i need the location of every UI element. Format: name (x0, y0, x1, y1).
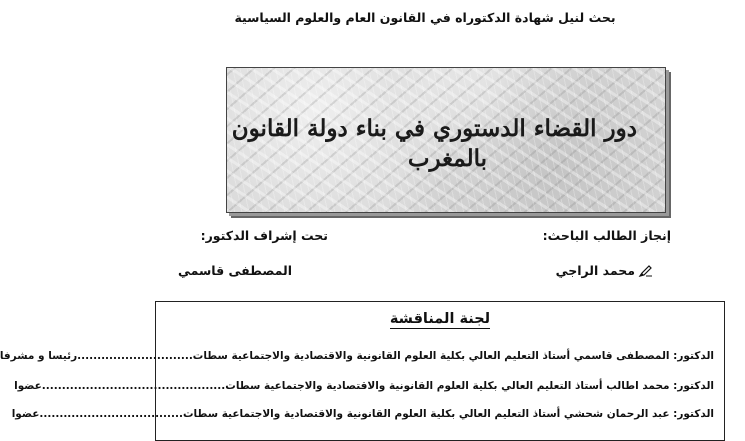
committee-member: الدكتور: المصطفى قاسمي أستاذ التعليم العالي بكلية العلوم القانونية والاقتصادية والاجتماعية سطات.............................رئيسا و مشرفا (0, 350, 714, 362)
committee-member: الدكتور: عبد الرحمان شحشي أستاذ التعليم العالي بكلية العلوم القانونية والاقتصادية والاجتماعية سطات....................................عضوا (11, 408, 714, 420)
committee-box (0, 301, 725, 441)
committee-title (156, 311, 724, 327)
student-name: محمد الراجي (555, 263, 635, 278)
thesis-heading: بحث لنيل شهادة الدكتوراه في القانون العام والعلوم السياسية (234, 10, 616, 25)
student-name-row (556, 263, 653, 278)
committee-title-text: لجنة المناقشة (389, 311, 491, 327)
thesis-title (231, 114, 637, 174)
pen-writing-icon (639, 265, 653, 277)
title-marble-frame (226, 67, 666, 213)
supervisor-label: تحت إشراف الدكتور: (200, 228, 328, 243)
committee-member: الدكتور: محمد اطالب أستاذ التعليم العالي بكلية العلوم القانونية والاقتصادية والاجتماعية سطات..............................................عضوا (14, 380, 714, 392)
student-label: إنجاز الطالب الباحث: (542, 228, 671, 243)
thesis-title-line2: بالمغرب (407, 144, 487, 172)
supervisor-name: المصطفى قاسمي (177, 263, 292, 278)
thesis-title-line1: دور القضاء الدستوري في بناء دولة القانون (231, 115, 637, 142)
